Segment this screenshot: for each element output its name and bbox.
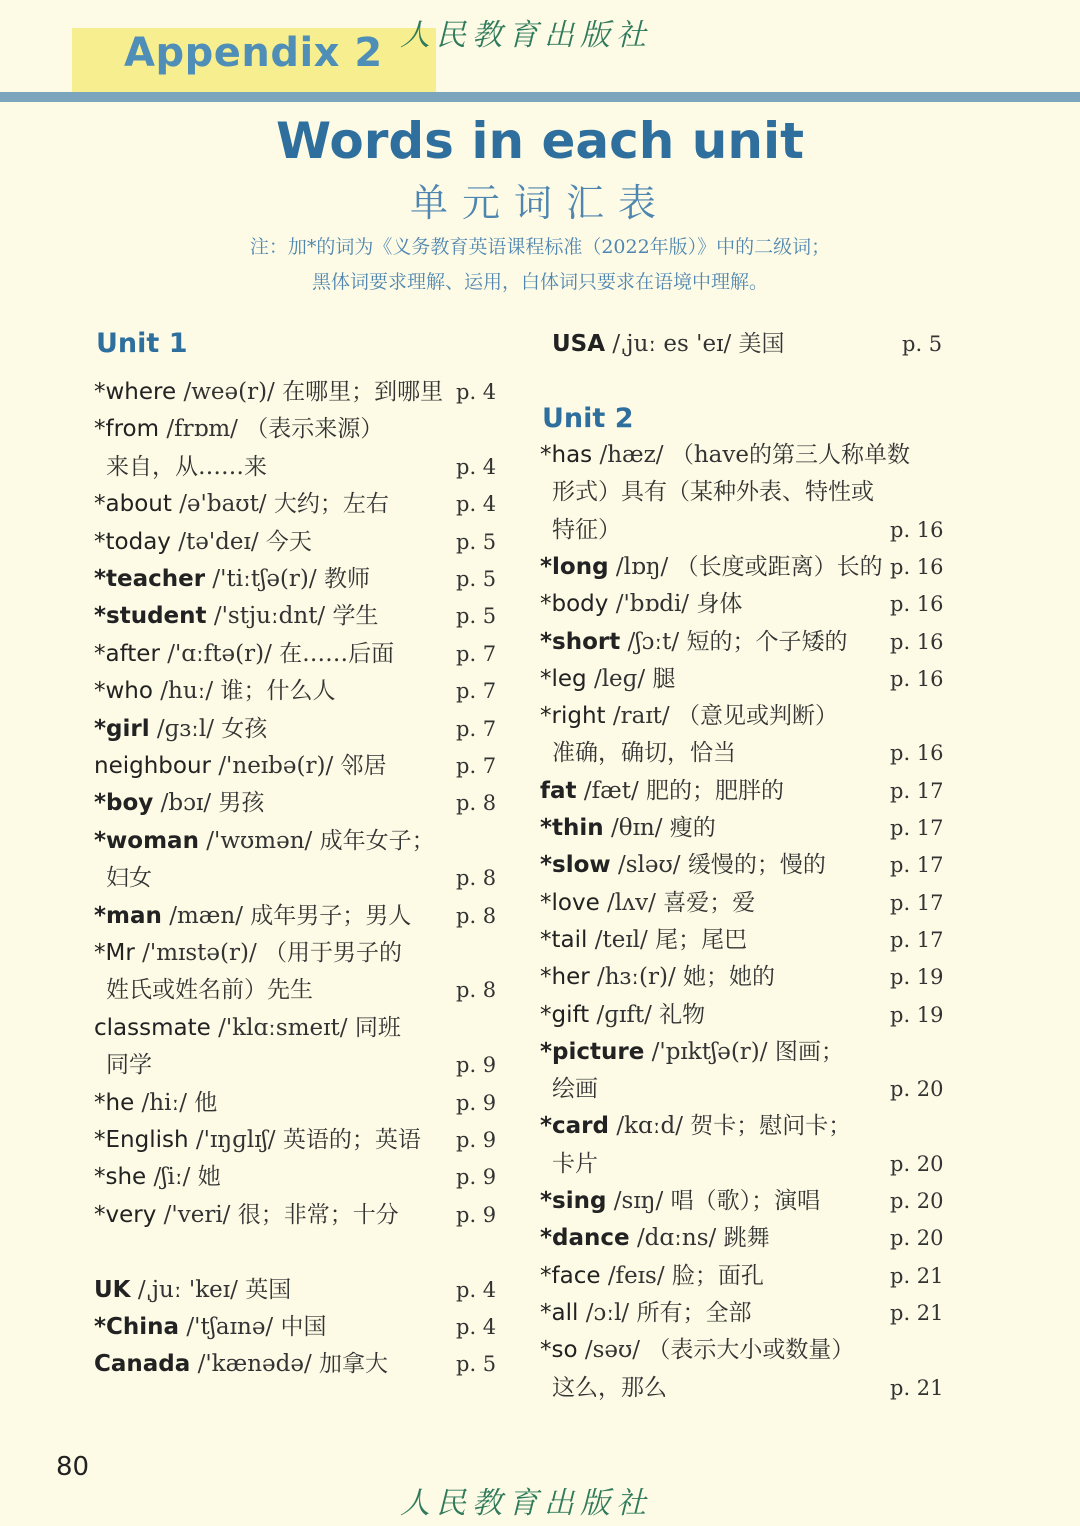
entry-page-ref: p. 16 [890,554,944,579]
word-entry-line [540,627,847,657]
entry-page-ref: p. 20 [890,1077,944,1102]
word-entry-line [94,564,370,594]
word-entry-line [552,1373,667,1403]
word-entry-line [94,714,267,744]
appendix-label: Appendix 2 [124,30,383,76]
entry-meaning: 尾；尾巴 [655,926,748,953]
word-entry-line [94,676,335,706]
entry-page-ref: p. 20 [890,1226,944,1251]
entry-phonetic: /tə'deɪ/ [178,528,259,555]
word-entry-line [94,377,443,407]
entry-page-ref: p. 9 [456,1053,497,1078]
entry-page-ref: p. 17 [890,927,944,952]
entry-phonetic: /ʃɔːt/ [627,628,680,655]
entry-phonetic: /kɑːd/ [616,1113,683,1140]
entry-word: USA [552,331,606,357]
word-entry-line [540,1298,751,1328]
entry-page-ref: p. 7 [456,716,497,741]
entry-page-ref: p. 16 [890,629,944,654]
word-entry-line [540,1000,705,1030]
word-entry-line [106,1050,152,1080]
entry-phonetic: /θɪn/ [610,815,663,841]
entry-page-ref: p. 5 [456,529,497,554]
entry-page-ref: p. 5 [456,1352,497,1377]
entry-page-ref: p. 8 [456,978,497,1003]
word-entry-line [540,925,747,955]
word-entry-line [540,664,675,694]
entry-page-ref: p. 17 [890,778,944,803]
entry-phonetic: /ʃiː/ [153,1164,191,1191]
word-entry-line [94,938,402,968]
entry-meaning: 今天 [265,528,312,555]
entry-word: UK [94,1276,131,1303]
entry-phonetic: /'tʃaɪnə/ [186,1314,274,1340]
entry-word: *has [540,442,593,468]
entry-word: *long [540,553,609,580]
entry-phonetic: /dɑːns/ [636,1225,717,1252]
entry-page-ref: p. 4 [456,1315,497,1339]
entry-meaning: 美国 [738,331,785,357]
entry-phonetic: /ɡɪft/ [596,1001,652,1028]
entry-phonetic: /feɪs/ [607,1262,665,1289]
entry-meaning: 姓氏或姓名前）先生 [106,977,313,1004]
page-number: 80 [56,1452,90,1482]
word-entry-line [540,552,883,582]
entry-phonetic: /leɡ/ [593,665,646,692]
entry-phonetic: /ɔːl/ [585,1299,630,1326]
entry-meaning: 她；她的 [683,964,776,991]
entry-word: *boy [94,790,154,817]
entry-page-ref: p. 8 [456,866,497,891]
word-entry-line [540,776,784,806]
entry-word: *body [540,591,609,618]
entry-meaning: 肥的；肥胖的 [646,777,785,804]
page-subtitle: 单元词汇表 [409,181,670,225]
entry-word: *who [94,678,153,705]
entry-meaning: 脸；面孔 [671,1262,764,1289]
entry-phonetic: /raɪt/ [612,703,670,730]
entry-word: *very [94,1201,157,1228]
entry-page-ref: p. 9 [456,1202,497,1227]
entry-meaning: 形式）具有（某种外表、特性或 [552,479,874,506]
entry-word: fat [540,777,577,804]
word-entry-line [540,1335,854,1365]
entry-meaning: 加拿大 [319,1351,389,1378]
header-rule [0,92,1080,102]
entry-word: *girl [94,715,150,742]
entry-word: *leg [540,665,587,692]
entry-meaning: 腿 [652,665,676,692]
entry-word: *he [94,1089,135,1116]
entry-phonetic: /'bɒdi/ [615,591,690,618]
unit2-heading: Unit 2 [542,403,634,434]
entry-page-ref: p. 20 [890,1189,944,1213]
note-line-2: 黑体词要求理解、运用，白体词只要求在语境中理解。 [311,271,768,293]
entry-meaning: 同学 [106,1052,152,1079]
entry-phonetic: /ə'baʊt/ [179,491,267,518]
entry-page-ref: p. 7 [456,641,497,666]
entry-page-ref: p. 16 [890,666,944,691]
entry-page-ref: p. 4 [456,454,497,479]
entry-word: *tail [540,926,588,953]
word-entry-line [94,1200,399,1230]
entry-meaning: 礼物 [659,1001,706,1028]
word-entry-line [540,1037,844,1067]
entry-meaning: 成年男子；男人 [250,902,412,929]
entry-meaning: 这么，那么 [552,1374,667,1401]
entry-meaning: 在……后面 [279,640,395,667]
entry-meaning: 谁；什么人 [220,678,336,705]
entry-word: *face [540,1262,601,1289]
entry-page-ref: p. 16 [890,741,944,766]
entry-meaning: 短的；个子矮的 [686,628,848,655]
entry-meaning: （长度或距离）长的 [675,553,883,580]
entry-phonetic: /ˌjuː 'keɪ/ [137,1276,238,1303]
entry-phonetic: /səʊ/ [584,1337,641,1364]
entry-word: *today [94,528,171,555]
entry-word: *love [540,889,600,916]
entry-meaning: 大约；左右 [273,491,389,518]
entry-meaning: 跳舞 [723,1225,770,1252]
entry-page-ref: p. 5 [456,567,497,591]
entry-word: *short [540,628,621,655]
word-entry-line [106,452,267,482]
word-entry-line [552,477,874,507]
entry-phonetic: /'kænədə/ [197,1351,312,1378]
entry-phonetic: /'mɪstə(r)/ [142,940,257,966]
word-entry-line [540,888,755,918]
entry-word: *right [540,703,606,730]
word-entry-line [106,975,313,1005]
entry-meaning: 在哪里；到哪里 [282,379,444,405]
word-entry-line [94,1312,327,1342]
word-entry-line [94,751,387,781]
entry-meaning: 他 [194,1089,218,1116]
entry-word: *after [94,640,160,667]
entry-phonetic: /hiː/ [141,1089,187,1116]
entry-page-ref: p. 8 [456,903,497,928]
word-entry-line [94,527,312,557]
entry-page-ref: p. 16 [890,592,944,617]
entry-word: *English [94,1127,189,1153]
entry-phonetic: /bɔɪ/ [160,790,212,817]
entry-meaning: 男孩 [218,790,265,817]
entry-phonetic: /teɪl/ [594,926,648,953]
word-entry-line [552,329,785,359]
word-entry-line [540,1223,770,1253]
entry-meaning: 瘦的 [669,815,716,841]
entry-meaning: 来自，从……来 [106,453,267,480]
word-entry-line [540,1111,851,1141]
entry-word: *slow [540,852,611,879]
publisher-logo-bottom: 人民教育出版社 [400,1486,652,1521]
word-entry-line [94,414,383,444]
entry-word: *sing [540,1188,607,1214]
word-entry-line [552,1149,598,1179]
word-entry-line [94,601,379,631]
entry-page-ref: p. 21 [890,1263,944,1288]
entry-page-ref: p. 19 [890,965,944,990]
entry-phonetic: /'veri/ [163,1201,231,1228]
page-title: Words in each unit [275,112,804,170]
entry-page-ref: p. 16 [890,517,944,542]
word-entry-line [540,589,742,619]
entry-meaning: 唱（歌）；演唱 [670,1188,821,1214]
entry-phonetic: /'neɪbə(r)/ [218,753,334,779]
entry-word: *her [540,964,590,991]
entry-page-ref: p. 20 [890,1151,944,1176]
entry-phonetic: /'klɑːsmeɪt/ [218,1014,348,1041]
entry-meaning: 身体 [696,591,743,618]
entry-meaning: 妇女 [106,865,152,892]
entry-phonetic: /ˌjuː es 'eɪ/ [612,331,732,357]
entry-phonetic: /weə(r)/ [183,379,275,405]
word-entry-line [94,901,411,931]
entry-phonetic: /huː/ [160,678,214,705]
entry-meaning: （意见或判断） [676,703,838,730]
word-entry-line [94,826,435,856]
word-entry-line [540,1261,764,1291]
entry-phonetic: /lʌv/ [607,889,656,916]
entry-meaning: 缓慢的；慢的 [687,852,826,879]
word-entry-line [94,1275,291,1305]
entry-meaning: 女孩 [221,715,268,742]
entry-meaning: 教师 [323,566,370,592]
entry-meaning: 准确，确切，恰当 [552,740,736,767]
entry-phonetic: /sləʊ/ [617,852,681,879]
entry-meaning: （have的第三人称单数 [670,442,910,468]
word-entry-line [94,489,389,519]
word-entry-line [94,639,394,669]
entry-phonetic: /mæn/ [169,902,243,929]
entry-meaning: 贺卡；慰问卡； [690,1113,852,1140]
word-entry-line [552,738,736,768]
entry-page-ref: p. 4 [456,380,497,404]
entry-page-ref: p. 21 [890,1375,944,1400]
entry-word: *man [94,902,162,929]
entry-phonetic: /frɒm/ [166,416,238,443]
entry-meaning: 卡片 [552,1150,598,1177]
entry-meaning: 绘画 [552,1076,598,1103]
entry-word: neighbour [94,753,211,779]
word-entry-line [540,850,826,880]
entry-word: *Mr [94,940,135,966]
entry-word: *so [540,1337,578,1364]
entry-phonetic: /lɒŋ/ [615,553,669,580]
entry-page-ref: p. 7 [456,754,497,778]
entry-page-ref: p. 17 [890,890,944,915]
word-entry-line [540,962,775,992]
entry-word: *student [94,603,207,630]
entry-phonetic: /ɡɜːl/ [156,715,214,742]
entry-phonetic: /'tiːtʃə(r)/ [212,566,317,592]
entry-page-ref: p. 9 [456,1090,497,1115]
entry-page-ref: p. 4 [456,492,497,517]
entry-word: *gift [540,1001,590,1028]
word-entry-line [94,1013,401,1043]
entry-word: Canada [94,1351,191,1378]
entry-meaning: 英国 [245,1276,292,1303]
word-entry-line [94,1088,217,1118]
entry-meaning: 中国 [280,1314,327,1340]
entry-phonetic: /sɪŋ/ [613,1188,664,1214]
entry-page-ref: p. 4 [456,1277,497,1302]
entry-page-ref: p. 9 [456,1128,497,1152]
entry-phonetic: /'wʊmən/ [206,827,313,854]
entry-meaning: 图画； [774,1038,844,1065]
entry-meaning: （表示来源） [245,416,384,443]
word-entry-line [94,788,264,818]
word-entry-line [540,440,910,470]
entry-meaning: （表示大小或数量） [647,1337,855,1364]
entry-meaning: 学生 [332,603,379,630]
entry-phonetic: /'stjuːdnt/ [213,603,326,630]
entry-meaning: 喜爱；爱 [663,889,756,916]
word-entry-line [540,1186,820,1216]
word-entry-line [94,1125,421,1155]
entry-word: *from [94,416,160,443]
entry-word: *woman [94,827,199,854]
entry-phonetic: /'pɪktʃə(r)/ [651,1038,768,1065]
entry-phonetic: /hɜː(r)/ [597,964,676,991]
word-entry-line [94,1162,221,1192]
entry-page-ref: p. 19 [890,1002,944,1027]
word-entry-line [106,863,152,893]
entry-word: *teacher [94,566,206,592]
entry-meaning: 成年女子； [319,827,435,854]
entry-page-ref: p. 17 [890,853,944,878]
word-entry-line [94,1349,388,1379]
entry-meaning: 很；非常；十分 [237,1201,399,1228]
entry-phonetic: /fæt/ [583,777,639,804]
word-entry-line [552,1074,598,1104]
entry-word: *about [94,491,172,518]
entry-meaning: 所有；全部 [636,1299,752,1326]
entry-meaning: （用于男子的 [264,940,403,966]
publisher-logo-top: 人民教育出版社 [400,18,652,53]
entry-phonetic: /'ɑːftə(r)/ [167,640,272,667]
note-line-1: 注：加*的词为《义务教育英语课程标准（2022年版）》中的二级词； [249,236,831,258]
entry-word: *where [94,379,177,405]
entry-phonetic: /'ɪŋɡlɪʃ/ [195,1127,276,1153]
entry-word: *card [540,1113,609,1140]
entry-page-ref: p. 17 [890,816,944,840]
entry-phonetic: /hæz/ [599,442,664,468]
word-entry-line [552,515,621,545]
entry-meaning: 邻居 [340,753,387,779]
unit1-heading: Unit 1 [96,328,188,359]
entry-word: *picture [540,1038,645,1065]
entry-page-ref: p. 7 [456,679,497,704]
entry-word: *thin [540,815,604,841]
entry-word: *China [94,1314,180,1340]
entry-meaning: 同班 [354,1014,401,1041]
entry-meaning: 特征） [552,516,621,543]
entry-word: classmate [94,1014,211,1041]
entry-page-ref: p. 21 [890,1300,944,1325]
entry-meaning: 她 [197,1164,221,1191]
entry-page-ref: p. 8 [456,791,497,816]
entry-meaning: 英语的；英语 [282,1127,421,1153]
word-entry-line [540,701,838,731]
entry-page-ref: p. 5 [902,332,943,356]
entry-page-ref: p. 5 [456,604,497,629]
word-entry-line [540,813,716,843]
entry-word: *she [94,1164,147,1191]
entry-word: *dance [540,1225,630,1252]
entry-page-ref: p. 9 [456,1165,497,1190]
entry-word: *all [540,1299,579,1326]
